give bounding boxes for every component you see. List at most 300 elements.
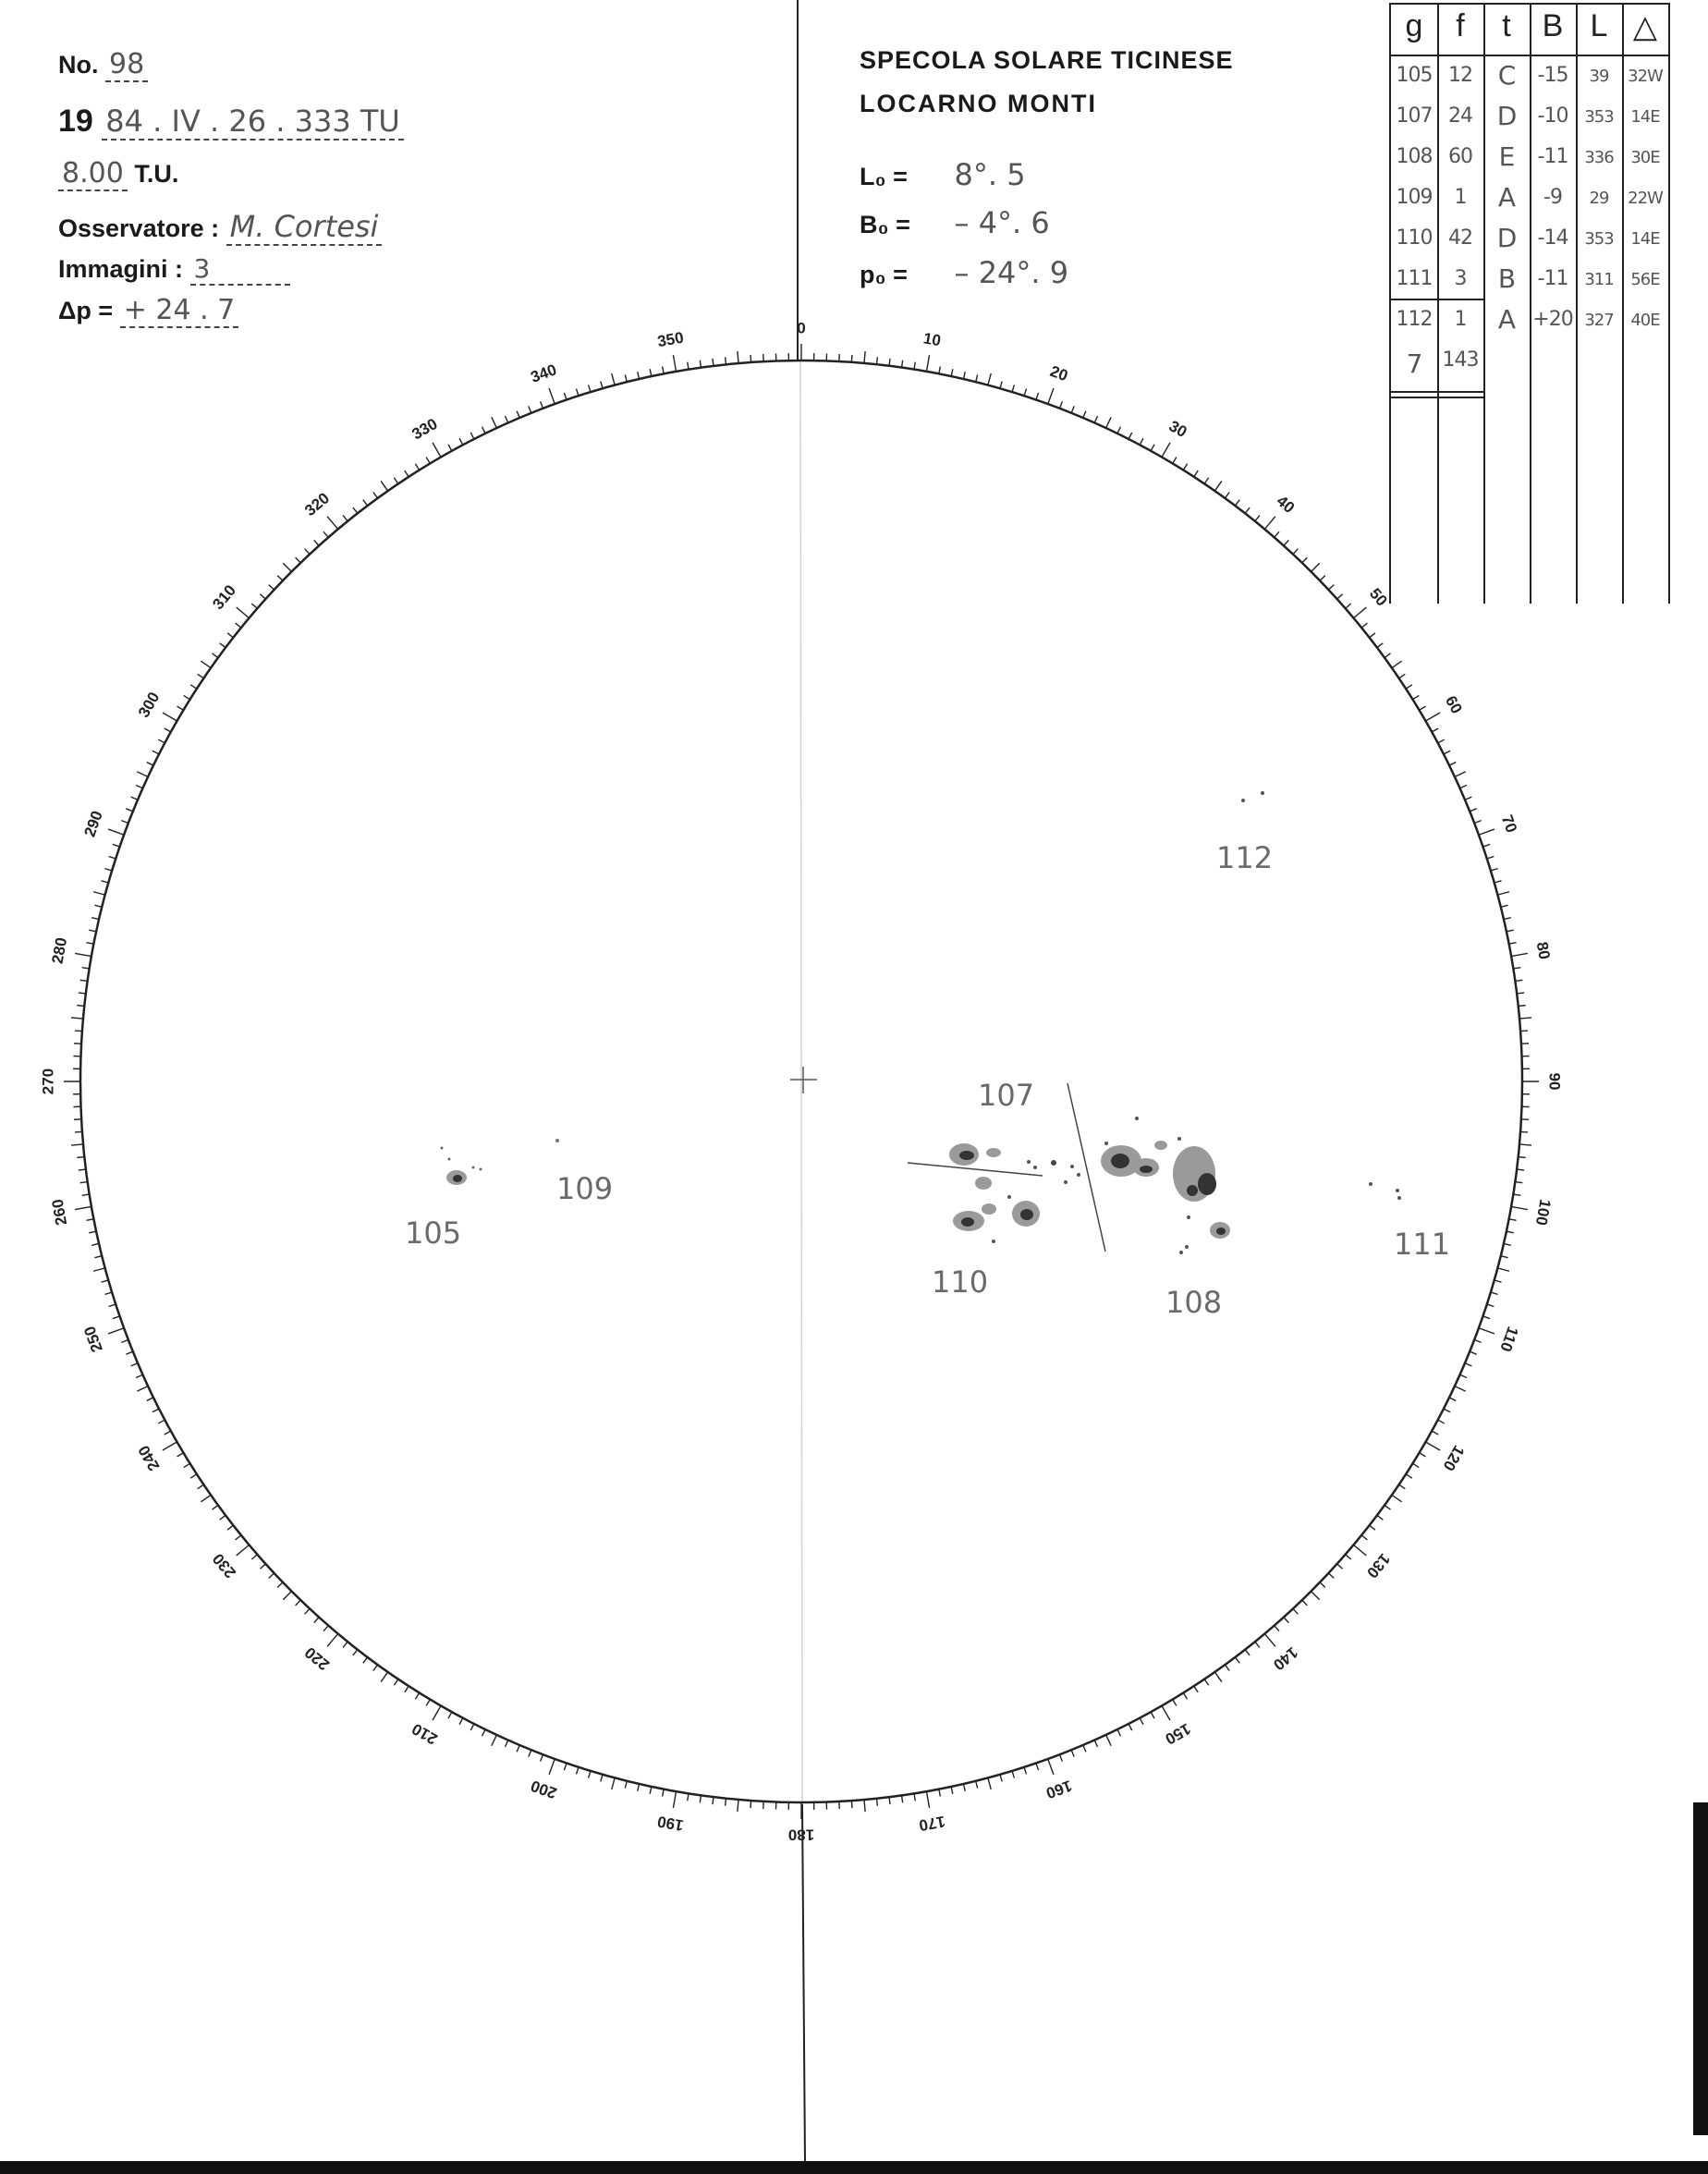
sunspot-group-107-110 <box>908 1143 1080 1243</box>
degree-label: 50 <box>1365 584 1391 610</box>
degree-tick <box>163 713 177 721</box>
table-cell: 22W <box>1628 189 1663 208</box>
degree-tick <box>1361 623 1367 628</box>
degree-tick <box>1083 411 1086 418</box>
spot-pore <box>1027 1160 1031 1164</box>
degree-tick <box>1519 1157 1526 1158</box>
degree-tick <box>251 604 257 608</box>
date-value: 84 . IV . 26 . 333 TU <box>102 104 404 140</box>
degree-label: 10 <box>921 329 943 350</box>
degree-tick <box>158 1420 165 1423</box>
table-cell: -11 <box>1537 267 1568 290</box>
degree-tick <box>926 355 929 372</box>
label-group-105: 105 <box>405 1215 462 1251</box>
degree-tick <box>1455 1386 1466 1391</box>
degree-tick <box>1302 1600 1308 1606</box>
degree-tick <box>673 355 676 372</box>
degree-tick <box>1517 1169 1524 1170</box>
degree-tick <box>79 1169 86 1170</box>
degree-label: 80 <box>1532 940 1554 961</box>
degree-tick <box>131 1363 138 1366</box>
degree-tick <box>1494 1280 1502 1282</box>
degree-tick <box>1312 563 1320 571</box>
degree-tick <box>80 980 88 981</box>
table-header-cell: f <box>1456 8 1465 43</box>
degree-label: 30 <box>1165 417 1190 442</box>
table-cell: +20 <box>1532 308 1573 331</box>
degree-tick <box>1406 685 1412 689</box>
degree-tick <box>126 1351 132 1354</box>
degree-label: 280 <box>48 935 71 966</box>
table-cell: 110 <box>1396 226 1433 250</box>
l0-value: 8°. 5 <box>954 157 1026 192</box>
p0-value: – 24°. 9 <box>954 255 1069 290</box>
degree-tick <box>650 1787 652 1794</box>
spot-pore <box>448 1158 451 1161</box>
spot-pore <box>1177 1137 1181 1141</box>
table-cell: 108 <box>1396 145 1433 168</box>
p0-label: p₀ = <box>860 261 908 288</box>
table-cell: 353 <box>1584 107 1614 127</box>
degree-label: 90 <box>1545 1072 1564 1091</box>
table-cell: 1 <box>1454 186 1467 209</box>
degree-tick <box>126 809 132 812</box>
degree-tick <box>381 481 387 491</box>
table-cell: 112 <box>1396 308 1433 331</box>
observer-label: Osservatore : <box>58 214 220 242</box>
degree-tick <box>260 594 265 599</box>
degree-tick <box>277 576 283 581</box>
degree-tick <box>165 1431 171 1435</box>
degree-tick <box>1117 1729 1121 1736</box>
degree-tick <box>1385 653 1390 658</box>
degree-tick <box>638 1784 640 1791</box>
degree-tick <box>327 1634 338 1647</box>
delta-p-label: Δp = <box>58 297 114 324</box>
institution-line-1: SPECOLA SOLARE TICINESE <box>860 46 1234 74</box>
degree-tick <box>236 623 241 628</box>
degree-tick <box>1438 1420 1445 1423</box>
degree-tick <box>1460 785 1467 788</box>
degree-tick <box>650 369 652 376</box>
degree-tick <box>1515 1182 1522 1183</box>
degree-tick <box>492 417 496 428</box>
degree-tick <box>549 1759 555 1775</box>
degree-tick <box>963 1784 965 1791</box>
degree-tick <box>663 1789 665 1797</box>
degree-tick <box>1501 905 1508 907</box>
degree-tick <box>625 1781 627 1789</box>
degree-tick <box>1370 633 1375 638</box>
degree-tick <box>415 464 419 470</box>
degree-tick <box>1519 1018 1531 1019</box>
degree-tick <box>1370 1525 1375 1530</box>
degree-tick <box>108 1328 124 1334</box>
degree-tick <box>102 881 109 883</box>
table-cell: 39 <box>1589 67 1609 86</box>
degree-tick <box>94 1256 102 1258</box>
degree-tick <box>1204 1679 1208 1686</box>
table-cell: 30E <box>1630 148 1660 167</box>
degree-tick <box>236 1535 241 1540</box>
degree-tick <box>1328 1573 1334 1578</box>
degree-tick <box>1520 1131 1528 1132</box>
degree-tick <box>1465 797 1471 800</box>
delta-p-value: + 24 . 7 <box>120 294 239 328</box>
degree-tick <box>529 406 531 412</box>
degree-tick <box>363 500 368 506</box>
degree-tick <box>1377 643 1383 648</box>
degree-tick <box>459 1718 463 1725</box>
degree-tick <box>1337 594 1343 599</box>
degree-tick <box>269 585 274 590</box>
degree-tick <box>1474 821 1481 824</box>
degree-tick <box>1012 1771 1014 1778</box>
degree-tick <box>131 797 138 800</box>
sunspot-group-108 <box>1068 1083 1230 1254</box>
spot-pore <box>992 1240 995 1243</box>
degree-tick <box>71 1144 83 1145</box>
table-header-cell: g <box>1405 8 1423 43</box>
degree-tick <box>1235 1657 1239 1663</box>
degree-tick <box>1036 393 1039 400</box>
degree-tick <box>1517 993 1524 994</box>
degree-tick <box>75 1131 82 1132</box>
degree-tick <box>1361 1535 1367 1540</box>
degree-tick <box>1487 1304 1494 1306</box>
degree-tick <box>86 943 93 945</box>
table-cell: 56E <box>1630 270 1660 289</box>
degree-tick <box>1432 1431 1438 1435</box>
table-total-cell: 143 <box>1442 348 1479 372</box>
degree-label: 320 <box>301 489 334 520</box>
table-cell: 111 <box>1396 267 1433 290</box>
degree-tick <box>1320 1582 1325 1588</box>
degree-tick <box>1225 492 1229 497</box>
degree-label: 170 <box>917 1812 947 1835</box>
degree-tick <box>448 1712 452 1718</box>
degree-tick <box>851 1801 852 1808</box>
degree-tick <box>82 1194 90 1195</box>
degree-tick <box>1275 1626 1279 1631</box>
degree-tick <box>113 844 120 847</box>
table-cell: 105 <box>1396 64 1433 87</box>
table-cell: 24 <box>1448 104 1472 128</box>
table-cell: -15 <box>1537 64 1568 87</box>
degree-tick <box>1444 751 1450 754</box>
table-cell: 311 <box>1584 270 1614 289</box>
degree-label: 330 <box>409 414 441 444</box>
degree-tick <box>165 728 171 732</box>
degree-tick <box>902 360 903 368</box>
degree-label: 100 <box>1531 1197 1555 1227</box>
degree-tick <box>1151 445 1154 451</box>
time-unit: T.U. <box>134 160 179 188</box>
spot-penumbra <box>1154 1141 1167 1150</box>
degree-tick <box>1162 1705 1170 1720</box>
table-cell: A <box>1497 304 1516 335</box>
degree-tick <box>1511 953 1528 956</box>
degree-tick <box>1264 1634 1275 1647</box>
table-cell: -14 <box>1537 226 1568 250</box>
degree-tick <box>1385 1505 1390 1509</box>
degree-tick <box>137 1386 148 1391</box>
degree-tick <box>951 369 953 376</box>
degree-tick <box>80 1182 88 1183</box>
degree-tick <box>433 443 441 458</box>
spot-penumbra <box>975 1177 992 1190</box>
degree-tick <box>1346 1555 1351 1559</box>
spot-penumbra <box>986 1148 1001 1157</box>
spot-pore <box>1070 1165 1074 1168</box>
degree-tick <box>177 1453 184 1457</box>
degree-tick <box>353 1650 358 1655</box>
degree-tick <box>1128 1724 1132 1730</box>
table-cell: A <box>1497 182 1516 213</box>
label-group-108: 108 <box>1165 1285 1223 1320</box>
degree-tick <box>1455 772 1466 776</box>
degree-label: 220 <box>301 1643 334 1674</box>
degree-tick <box>673 1791 676 1808</box>
degree-tick <box>1513 968 1520 969</box>
degree-tick <box>93 1268 105 1271</box>
images-value: 3 <box>190 253 290 286</box>
degree-tick <box>113 1316 120 1319</box>
degree-tick <box>1519 1006 1526 1007</box>
degree-tick <box>1000 382 1002 389</box>
degree-tick <box>1520 1031 1528 1032</box>
degree-tick <box>1501 1256 1508 1258</box>
degree-tick <box>1438 739 1445 743</box>
degree-tick <box>1425 1442 1440 1450</box>
degree-tick <box>1474 1340 1481 1343</box>
number-label: No. <box>58 51 99 79</box>
degree-tick <box>517 411 519 418</box>
spot-pore <box>1064 1180 1068 1184</box>
degree-tick <box>713 359 714 366</box>
table-cell: B <box>1497 263 1516 294</box>
degree-tick <box>1449 1398 1456 1401</box>
degree-label: 120 <box>1439 1442 1469 1474</box>
year-prefix: 19 <box>58 104 93 139</box>
degree-tick <box>482 427 486 434</box>
central-meridian <box>800 360 802 1804</box>
degree-tick <box>1094 1740 1097 1747</box>
table-cell: 14E <box>1630 107 1660 127</box>
degree-tick <box>877 1799 878 1806</box>
degree-tick <box>492 1735 496 1746</box>
degree-tick <box>1479 829 1494 835</box>
spot-umbra <box>961 1217 974 1227</box>
degree-tick <box>589 385 591 392</box>
degree-label: 210 <box>409 1719 441 1749</box>
degree-tick <box>1328 585 1334 590</box>
degree-tick <box>323 1626 328 1631</box>
degree-label: 200 <box>528 1777 559 1802</box>
degree-tick <box>147 763 153 766</box>
degree-tick <box>482 1729 486 1736</box>
degree-tick <box>79 993 86 994</box>
degree-tick <box>86 1219 93 1221</box>
degree-tick <box>1083 1745 1086 1752</box>
degree-label: 300 <box>134 689 164 721</box>
degree-tick <box>373 492 378 497</box>
degree-tick <box>576 1767 578 1775</box>
degree-tick <box>541 1754 543 1761</box>
degree-label: 290 <box>80 808 106 839</box>
degree-tick <box>1470 809 1476 812</box>
observer-value: M. Cortesi <box>226 209 383 246</box>
degree-tick <box>1460 1374 1467 1377</box>
degree-tick <box>89 930 96 932</box>
degree-tick <box>227 1525 233 1530</box>
degree-tick <box>713 1797 714 1804</box>
images-label: Immagini : <box>58 255 184 283</box>
degree-tick <box>1117 427 1121 434</box>
spot-pore <box>480 1168 482 1171</box>
degree-tick <box>75 1031 82 1032</box>
degree-tick <box>889 359 890 366</box>
degree-tick <box>1497 1268 1509 1271</box>
number-value: 98 <box>105 48 148 82</box>
degree-tick <box>926 1791 929 1808</box>
degree-tick <box>1060 401 1063 408</box>
degree-tick <box>1275 531 1279 537</box>
degree-tick <box>177 706 184 710</box>
table-header-cell: L <box>1590 8 1608 43</box>
degree-tick <box>104 869 112 871</box>
degree-tick <box>939 1789 941 1797</box>
degree-tick <box>1412 695 1419 699</box>
degree-tick <box>1519 1144 1531 1145</box>
spot-umbra <box>1198 1173 1216 1195</box>
degree-tick <box>323 531 328 537</box>
degree-tick <box>394 478 397 484</box>
degree-tick <box>1245 1650 1250 1655</box>
degree-tick <box>82 968 90 969</box>
degree-tick <box>405 1686 409 1692</box>
degree-tick <box>1354 1545 1367 1556</box>
degree-tick <box>152 751 159 754</box>
degree-tick <box>296 1600 301 1606</box>
scan-edge-shadow <box>1693 1802 1708 2135</box>
degree-tick <box>1183 464 1187 470</box>
table-header-cell: B <box>1542 8 1564 43</box>
degree-tick <box>564 393 567 400</box>
degree-tick <box>976 374 978 382</box>
degree-tick <box>1214 1672 1221 1682</box>
degree-tick <box>1264 517 1275 530</box>
degree-tick <box>305 549 310 555</box>
table-cell: 353 <box>1584 229 1614 249</box>
degree-tick <box>1255 1642 1260 1647</box>
table-cell: E <box>1498 141 1515 172</box>
degree-tick <box>327 517 338 530</box>
degree-tick <box>158 739 165 743</box>
degree-tick <box>77 1006 84 1007</box>
degree-tick <box>405 470 409 477</box>
degree-tick <box>1511 1206 1528 1209</box>
degree-tick <box>220 643 226 648</box>
degree-tick <box>663 366 665 373</box>
degree-tick <box>1284 540 1288 545</box>
degree-tick <box>700 1795 701 1802</box>
degree-label: 190 <box>655 1812 686 1835</box>
degree-tick <box>1479 1328 1494 1334</box>
degree-tick <box>163 1442 177 1450</box>
degree-tick <box>1491 869 1498 871</box>
institution-line-2: LOCARNO MONTI <box>860 90 1097 117</box>
table-cell: 32W <box>1628 67 1663 86</box>
degree-tick <box>136 785 142 788</box>
degree-tick <box>1470 1351 1476 1354</box>
degree-tick <box>1420 706 1426 710</box>
degree-tick <box>505 416 507 422</box>
south-axis-line <box>802 1804 805 2163</box>
degree-tick <box>601 1775 603 1782</box>
degree-tick <box>1071 406 1074 412</box>
degree-tick <box>296 557 301 563</box>
spot-umbra <box>1216 1227 1226 1235</box>
degree-tick <box>1406 1474 1412 1478</box>
degree-tick <box>1515 980 1522 981</box>
degree-tick <box>1420 1453 1426 1457</box>
degree-tick <box>541 401 543 408</box>
degree-tick <box>851 355 852 362</box>
degree-tick <box>93 892 105 895</box>
table-cell: 42 <box>1448 226 1472 250</box>
degree-tick <box>1255 516 1260 521</box>
spot-pore <box>1241 799 1245 802</box>
spot-pore <box>1033 1166 1037 1169</box>
degree-label: 110 <box>1496 1324 1522 1354</box>
degree-tick <box>1449 763 1456 766</box>
table-cell: 29 <box>1589 189 1609 208</box>
spot-pore <box>1369 1182 1372 1186</box>
degree-tick <box>136 1374 142 1377</box>
degree-tick <box>1504 918 1511 920</box>
degree-tick <box>529 1750 531 1756</box>
spot-umbra <box>1020 1209 1033 1220</box>
degree-tick <box>305 1608 310 1614</box>
degree-tick <box>700 360 701 368</box>
spot-pore <box>1185 1245 1189 1249</box>
degree-tick <box>1465 1363 1471 1366</box>
degree-tick <box>190 1474 197 1478</box>
degree-label: 0 <box>797 319 806 337</box>
degree-tick <box>988 1777 991 1789</box>
degree-tick <box>612 1777 615 1789</box>
degree-tick <box>750 1801 751 1808</box>
degree-tick <box>1293 549 1298 555</box>
degree-tick <box>1312 1592 1320 1600</box>
degree-label: 160 <box>1043 1777 1075 1802</box>
degree-tick <box>1444 1409 1450 1412</box>
table-cell: D <box>1496 223 1517 253</box>
degree-tick <box>220 1515 226 1520</box>
degree-tick <box>343 1642 348 1647</box>
degree-tick <box>988 373 991 385</box>
degree-tick <box>152 1409 159 1412</box>
degree-tick <box>976 1781 978 1789</box>
degree-tick <box>601 382 603 389</box>
degree-tick <box>1060 1754 1063 1761</box>
spot-pore <box>441 1147 444 1150</box>
group-labels <box>405 840 1450 1320</box>
degree-tick <box>459 438 463 445</box>
degree-tick <box>1432 728 1438 732</box>
degree-tick <box>1412 1463 1419 1467</box>
